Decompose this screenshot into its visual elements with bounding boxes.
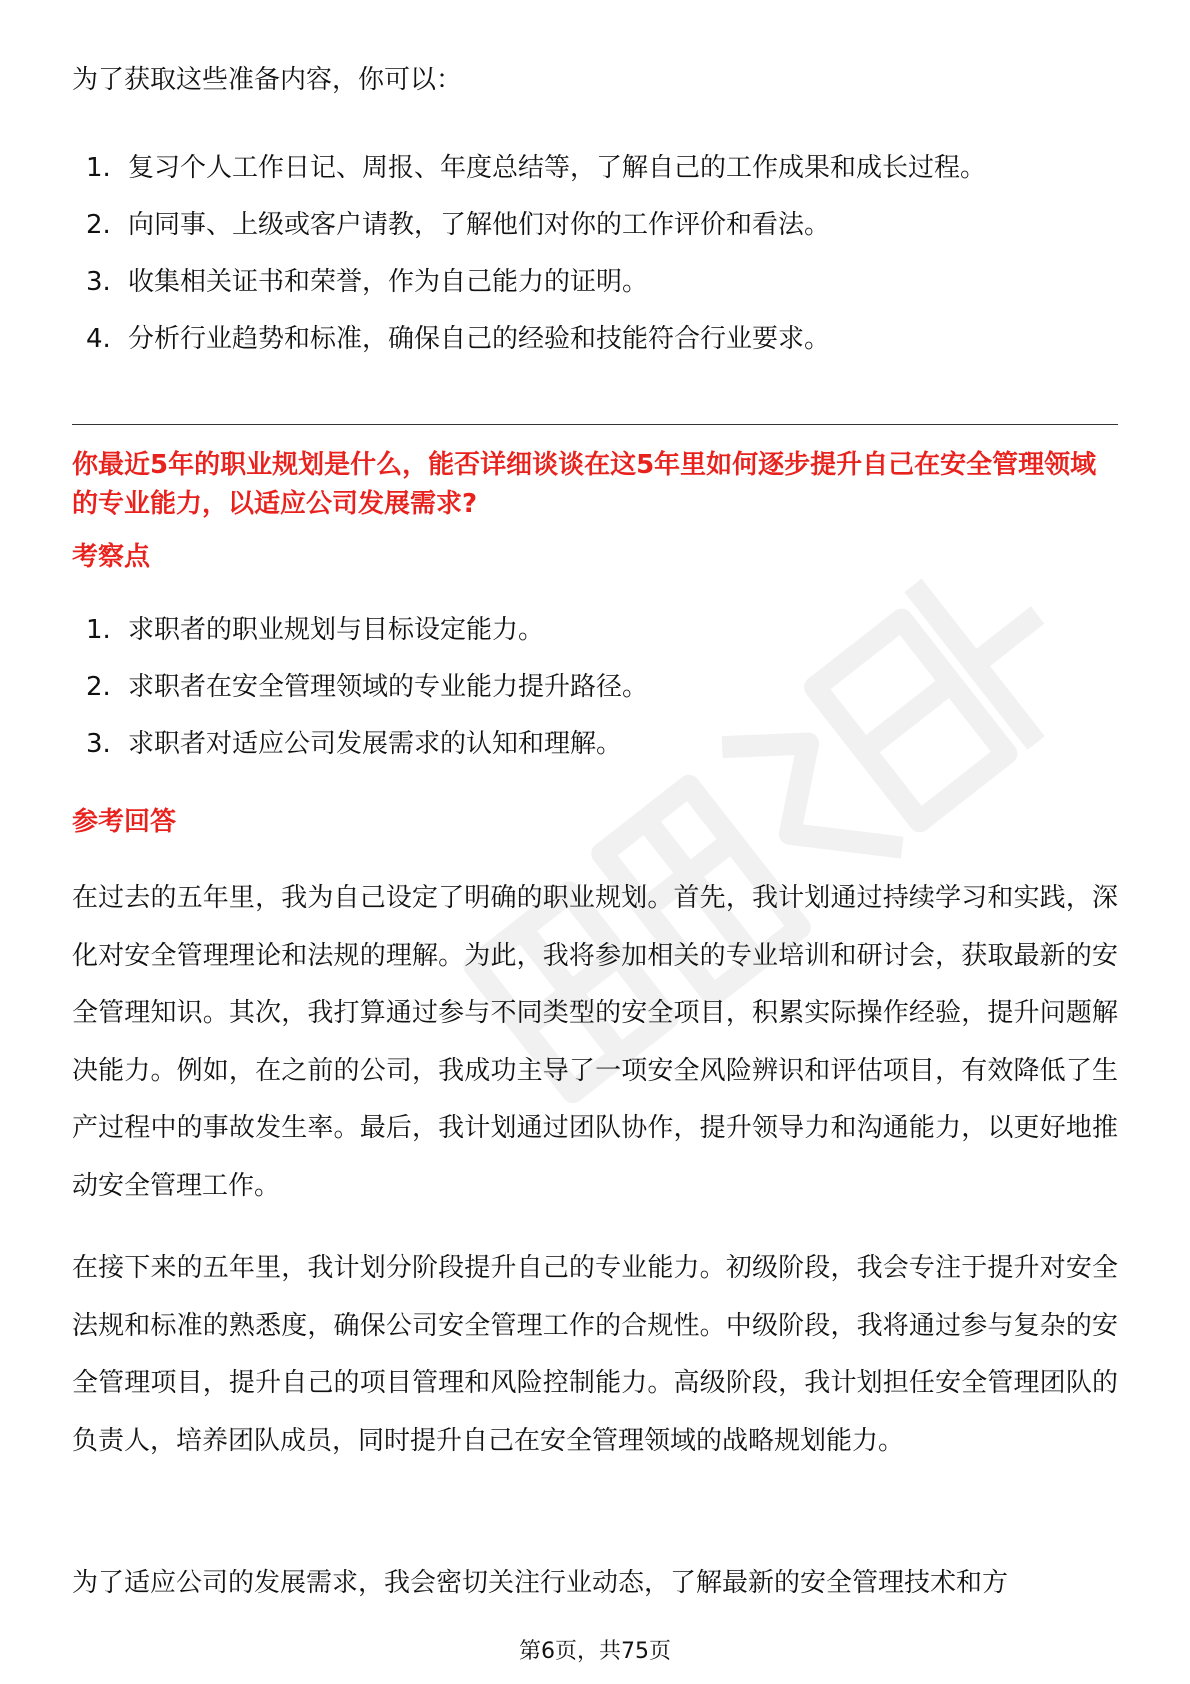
list-number: 1. <box>86 615 111 645</box>
list-item-text: 求职者在安全管理领域的专业能力提升路径。 <box>128 672 649 702</box>
answer-paragraph: 在过去的五年里，我为自己设定了明确的职业规划。首先，我计划通过持续学习和实践，深化对安全管理理论和法规的理解。为此，我将参加相关的专业培训和研讨会，获取最新的安全管理知识。其次，我打算通过参与不同类型的安全项目，积累实际操作经验，提升问题解决能力。例如，在之前的公司，我成功主导了一项安全风险辨识和评估项目，有效降低了生产过程中的事故发生率。最后，我计划通过团队协作，提升领导力和沟通能力，以更好地推动安全管理工作。 <box>72 883 1118 1201</box>
list-item-text: 求职者的职业规划与目标设定能力。 <box>128 615 545 645</box>
page-number: 第6页，共75页 <box>519 1639 671 1664</box>
intro-text: 为了获取这些准备内容，你可以： <box>72 65 463 95</box>
list-item <box>86 254 1106 311</box>
list-number: 4. <box>86 324 111 354</box>
assessment-list <box>86 602 1106 773</box>
preparation-list <box>86 140 1106 368</box>
list-item <box>86 602 1106 659</box>
answer-paragraph: 在接下来的五年里，我计划分阶段提升自己的专业能力。初级阶段，我会专注于提升对安全法规和标准的熟悉度，确保公司安全管理工作的合规性。中级阶段，我将通过参与复杂的安全管理项目，提升自己的项目管理和风险控制能力。高级阶段，我计划担任安全管理团队的负责人，培养团队成员，同时提升自己在安全管理领域的战略规划能力。 <box>72 1253 1118 1456</box>
list-number: 2. <box>86 672 111 702</box>
interview-question: 你最近5年的职业规划是什么，能否详细谈谈在这5年里如何逐步提升自己在安全管理领域的专业能力，以适应公司发展需求? <box>72 450 1097 519</box>
answer-heading: 参考回答 <box>72 807 177 837</box>
list-item <box>86 716 1106 773</box>
section-divider <box>72 424 1118 425</box>
assessment-heading: 考察点 <box>72 542 151 572</box>
list-item <box>86 140 1106 197</box>
list-item-text: 求职者对适应公司发展需求的认知和理解。 <box>128 729 623 759</box>
list-item-text: 收集相关证书和荣誉，作为自己能力的证明。 <box>128 267 649 297</box>
list-item-text: 向同事、上级或客户请教，了解他们对你的工作评价和看法。 <box>128 210 831 240</box>
list-number: 2. <box>86 210 111 240</box>
list-item <box>86 311 1106 368</box>
list-number: 3. <box>86 729 111 759</box>
document-page <box>72 0 1118 1684</box>
list-item <box>86 197 1106 254</box>
list-number: 1. <box>86 153 111 183</box>
list-item-text: 复习个人工作日记、周报、年度总结等，了解自己的工作成果和成长过程。 <box>128 153 987 183</box>
list-item-text: 分析行业趋势和标准，确保自己的经验和技能符合行业要求。 <box>128 324 831 354</box>
list-number: 3. <box>86 267 111 297</box>
answer-paragraph: 为了适应公司的发展需求，我会密切关注行业动态，了解最新的安全管理技术和方 <box>72 1568 1009 1598</box>
list-item <box>86 659 1106 716</box>
